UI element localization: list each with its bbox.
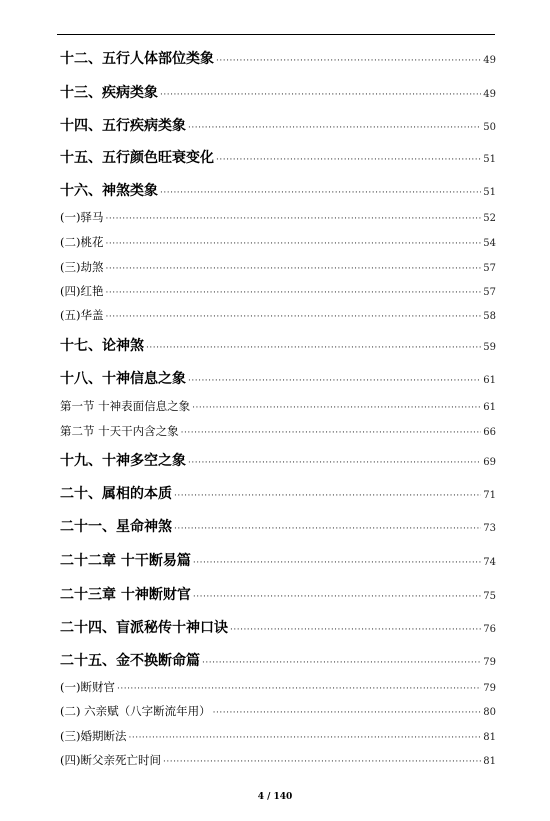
dot-leader: [160, 188, 481, 198]
toc-entry[interactable]: [60, 398, 496, 414]
toc-entry[interactable]: [60, 450, 496, 470]
dot-leader: [188, 458, 481, 468]
dot-leader: [105, 214, 481, 224]
toc-entry[interactable]: [60, 617, 496, 637]
toc-entry-title: 十二、五行人体部位类象: [60, 51, 214, 67]
header-rule: [57, 34, 495, 35]
toc-entry-title: 十四、五行疾病类象: [60, 118, 186, 134]
dot-leader: [202, 658, 481, 668]
toc-entry-title: (二) 六亲赋（八字断流年用）: [60, 704, 211, 718]
toc-entry-page: 52: [483, 213, 496, 224]
toc-entry-title: 十六、神煞类象: [60, 183, 158, 199]
dot-leader: [105, 239, 481, 249]
toc-entry-title: (三)劫煞: [60, 260, 104, 274]
toc-entry-title: 十七、论神煞: [60, 338, 144, 354]
toc-entry-page: 80: [483, 707, 496, 718]
toc-entry[interactable]: [60, 752, 496, 768]
toc-entry-title: (四)断父亲死亡时间: [60, 753, 161, 767]
toc-entry[interactable]: [60, 283, 496, 299]
toc-entry-page: 57: [483, 263, 496, 274]
dot-leader: [230, 625, 481, 635]
toc-entry-title: 二十三章 十神断财官: [60, 587, 191, 603]
toc-entry-page: 76: [483, 624, 496, 635]
dot-leader: [192, 403, 481, 413]
toc-entry[interactable]: [60, 48, 496, 68]
toc-entry-page: 51: [483, 187, 496, 198]
toc-entry[interactable]: [60, 82, 496, 102]
toc-entry-page: 74: [483, 557, 496, 568]
toc-entry-page: 79: [483, 683, 496, 694]
toc-entry[interactable]: [60, 550, 496, 570]
toc-entry-title: 二十二章 十干断易篇: [60, 553, 191, 569]
toc-entry-page: 59: [483, 342, 496, 353]
toc-entry-title: 十三、疾病类象: [60, 85, 158, 101]
toc-entry-title: 二十五、金不换断命篇: [60, 653, 200, 669]
dot-leader: [174, 524, 481, 534]
toc-entry[interactable]: [60, 516, 496, 536]
toc-entry-page: 57: [483, 287, 496, 298]
toc-entry-page: 51: [483, 154, 496, 165]
toc-entry-title: (二)桃花: [60, 235, 104, 249]
toc-entry-title: (五)华盖: [60, 308, 104, 322]
dot-leader: [105, 288, 481, 298]
toc-entry-title: 二十四、盲派秘传十神口诀: [60, 620, 228, 636]
toc-entry-page: 75: [483, 591, 496, 602]
toc-entry[interactable]: [60, 307, 496, 323]
toc-entry-page: 69: [483, 457, 496, 468]
toc-entry-page: 54: [483, 238, 496, 249]
toc-entry-page: 61: [483, 402, 496, 413]
toc-entry-title: 二十、属相的本质: [60, 486, 172, 502]
dot-leader: [181, 428, 482, 438]
toc-entry-title: 第一节 十神表面信息之象: [60, 399, 191, 413]
dot-leader: [193, 558, 481, 568]
toc-entry-page: 71: [483, 490, 496, 501]
dot-leader: [146, 343, 481, 353]
dot-leader: [128, 733, 481, 743]
toc-entry-page: 79: [483, 657, 496, 668]
toc-entry-title: (三)婚期断法: [60, 729, 127, 743]
toc-entry-page: 66: [483, 427, 496, 438]
toc-entry-page: 49: [483, 89, 496, 100]
toc-entry-title: 十五、五行颜色旺衰变化: [60, 150, 214, 166]
toc-entry[interactable]: [60, 728, 496, 744]
toc-entry[interactable]: [60, 483, 496, 503]
toc-entry-page: 73: [483, 523, 496, 534]
toc-entry[interactable]: [60, 368, 496, 388]
dot-leader: [105, 312, 481, 322]
toc-entry-title: (一)驿马: [60, 210, 104, 224]
toc-entry[interactable]: [60, 584, 496, 604]
toc-entry-title: (一)断财官: [60, 680, 115, 694]
toc-entry[interactable]: [60, 115, 496, 135]
dot-leader: [216, 56, 481, 66]
toc-entry-page: 81: [483, 732, 496, 743]
dot-leader: [117, 684, 481, 694]
dot-leader: [193, 592, 481, 602]
page-number: 4 / 140: [257, 792, 293, 802]
toc-entry-page: 61: [483, 375, 496, 386]
toc-entry-page: 50: [483, 122, 496, 133]
toc-entry[interactable]: [60, 259, 496, 275]
toc-entry[interactable]: [60, 147, 496, 167]
toc-entry[interactable]: [60, 234, 496, 250]
dot-leader: [216, 155, 481, 165]
dot-leader: [213, 708, 482, 718]
toc-entry-title: 二十一、星命神煞: [60, 519, 172, 535]
toc-entry[interactable]: [60, 423, 496, 439]
dot-leader: [188, 123, 481, 133]
toc-entry-page: 81: [483, 756, 496, 767]
toc-entry-title: (四)红艳: [60, 284, 104, 298]
dot-leader: [188, 376, 481, 386]
toc-entry-page: 49: [483, 55, 496, 66]
toc-entry[interactable]: [60, 209, 496, 225]
toc-entry[interactable]: [60, 335, 496, 355]
toc-entry-title: 十八、十神信息之象: [60, 371, 186, 387]
toc-entry[interactable]: [60, 679, 496, 695]
dot-leader: [105, 264, 481, 274]
dot-leader: [160, 90, 481, 100]
toc-entry-title: 十九、十神多空之象: [60, 453, 186, 469]
dot-leader: [163, 757, 481, 767]
dot-leader: [174, 491, 481, 501]
toc-entry[interactable]: [60, 650, 496, 670]
toc-entry[interactable]: [60, 703, 496, 719]
toc-entry[interactable]: [60, 180, 496, 200]
toc-entry-title: 第二节 十天干内含之象: [60, 424, 179, 438]
toc-entry-page: 58: [483, 311, 496, 322]
